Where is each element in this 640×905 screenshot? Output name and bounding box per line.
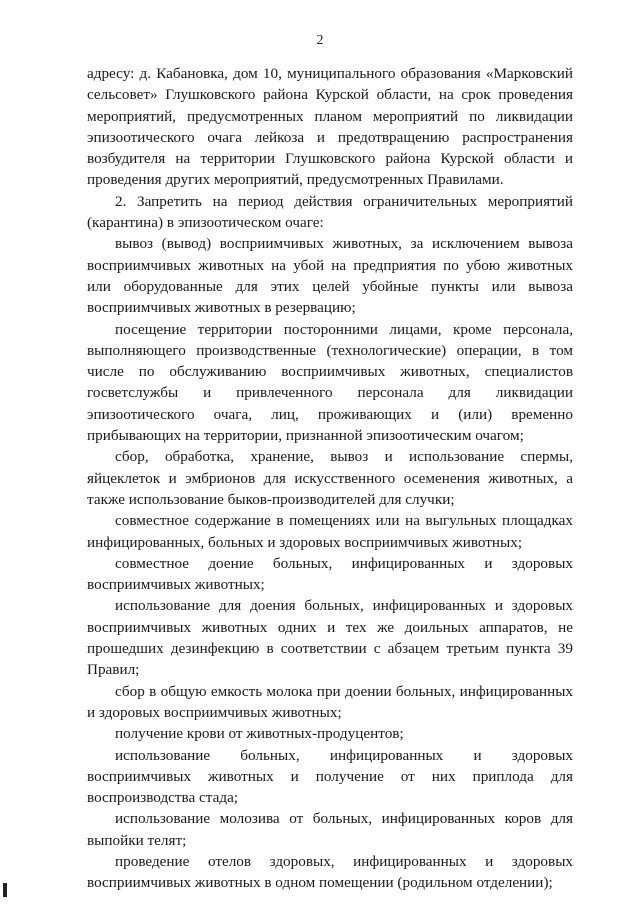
paragraph-blood-collection: получение крови от животных-продуцентов; [115, 725, 404, 743]
page-number: 2 [316, 33, 324, 48]
paragraph-common-milk-container: сбор в общую емкость молока при доении больных, инфицированных и здоровых восприимчивых животных; [87, 682, 573, 721]
paragraph-breeding-use: использование больных, инфицированных и здоровых восприимчивых животных и получение от них приплода для воспроизводства стада; [87, 746, 573, 807]
paragraph-calving-same-room: проведение отелов здоровых, инфицированных и здоровых восприимчивых животных в одном помещении (родильном отделении); [87, 852, 573, 892]
paragraph-joint-milking: совместное доение больных, инфицированных и здоровых восприимчивых животных; [87, 554, 573, 594]
paragraph-joint-keeping: совместное содержание в помещениях или на выгульных площадках инфицированных, больных и здоровых восприимчивых животных; [87, 512, 573, 551]
paragraph-shared-milking-machines: использование для доения больных, инфицированных и здоровых восприимчивых животных одних и тех же доильных аппаратов, не прошедших дезинфекцию в соответствии с абзацем третьим пункта 39 Правил; [87, 597, 573, 679]
paragraph-colostrum-use: использование молозива от больных, инфицированных коров для выпойки телят; [87, 810, 573, 849]
scan-edge-mark [3, 883, 7, 897]
paragraph-semen-collection: сбор, обработка, хранение, вывоз и использование спермы, яйцеклеток и эмбрионов для искусственного осеменения животных, а также использование быков-производителей для случки; [87, 448, 573, 508]
document-body [87, 63, 573, 894]
paragraph-item-2-prohibit: 2. Запретить на период действия ограничительных мероприятий (карантина) в эпизоотическом очаге: [87, 192, 573, 232]
paragraph-export-animals: вывоз (вывод) восприимчивых животных, за исключением вывоза восприимчивых животных на убой на предприятия по убою животных или оборудованные для этих целей убойные пункты или вывоза восприимчивых животных в резервацию; [87, 235, 573, 317]
paragraph-visits-outsiders: посещение территории посторонними лицами, кроме персонала, выполняющего производственные (технологические) операции, в том числе по обслуживанию восприимчивых животных, специалистов госветслужбы и привлеченного персонала для ликвидации эпизоотического очага, лиц, проживающих и (или) временно прибывающих на территории, признанной эпизоотическим очагом; [87, 320, 573, 445]
paragraph-address-continuation: адресу: д. Кабановка, дом 10, муниципального образования «Марковский сельсовет» Глушковского района Курской области, на срок проведения мероприятий, предусмотренных планом мероприятий по ликвидации эпизоотического очага лейкоза и предотвращению распространения возбудителя на территории Глушковского района Курской области и проведения других мероприятий, предусмотренных Правилами. [87, 65, 573, 189]
